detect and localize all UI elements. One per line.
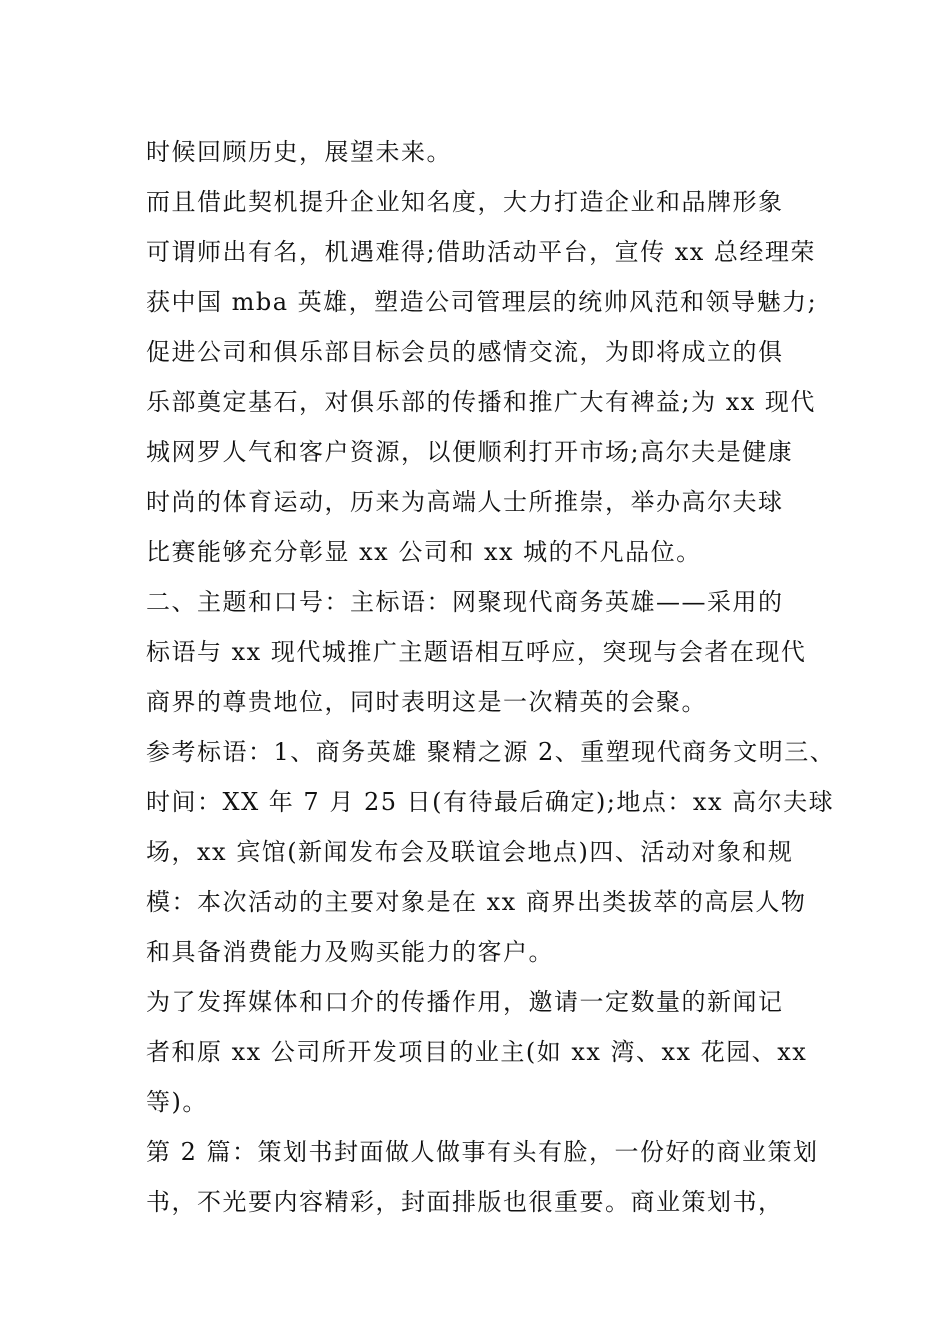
text-line: 场，xx 宾馆(新闻发布会及联谊会地点)四、活动对象和规 [146,838,794,866]
text-line: 而且借此契机提升企业知名度，大力打造企业和品牌形象 [146,188,784,216]
text-line: 可谓师出有名，机遇难得;借助活动平台，宣传 xx 总经理荣 [146,238,816,266]
text-line: 参考标语：1、商务英雄 聚精之源 2、重塑现代商务文明三、 [146,738,836,766]
text-line: 乐部奠定基石，对俱乐部的传播和推广大有裨益;为 xx 现代 [146,388,816,416]
text-line: 商界的尊贵地位，同时表明这是一次精英的会聚。 [146,688,707,716]
text-line: 二、主题和口号：主标语：网聚现代商务英雄——采用的 [146,588,784,616]
text-line: 时间：XX 年 7 月 25 日(有待最后确定);地点：xx 高尔夫球 [146,788,835,816]
text-line: 为了发挥媒体和口介的传播作用，邀请一定数量的新闻记 [146,988,784,1016]
text-line: 等)。 [146,1088,208,1116]
text-line: 者和原 xx 公司所开发项目的业主(如 xx 湾、xx 花园、xx [146,1038,808,1066]
text-line: 城网罗人气和客户资源，以便顺利打开市场;高尔夫是健康 [146,438,794,466]
text-line: 标语与 xx 现代城推广主题语相互呼应，突现与会者在现代 [146,638,807,666]
text-line: 时候回顾历史，展望未来。 [146,138,452,166]
text-line: 促进公司和俱乐部目标会员的感情交流，为即将成立的俱 [146,338,784,366]
text-line: 比赛能够充分彰显 xx 公司和 xx 城的不凡品位。 [146,538,702,566]
text-line: 书，不光要内容精彩，封面排版也很重要。商业策划书， [146,1188,784,1216]
text-line: 模：本次活动的主要对象是在 xx 商界出类拔萃的高层人物 [146,888,807,916]
text-line: 和具备消费能力及购买能力的客户。 [146,938,554,966]
text-line: 第 2 篇：策划书封面做人做事有头有脸，一份好的商业策划 [146,1138,819,1166]
text-line: 获中国 mba 英雄，塑造公司管理层的统帅风范和领导魅力; [146,288,818,316]
text-line: 时尚的体育运动，历来为高端人士所推崇，举办高尔夫球 [146,488,784,516]
